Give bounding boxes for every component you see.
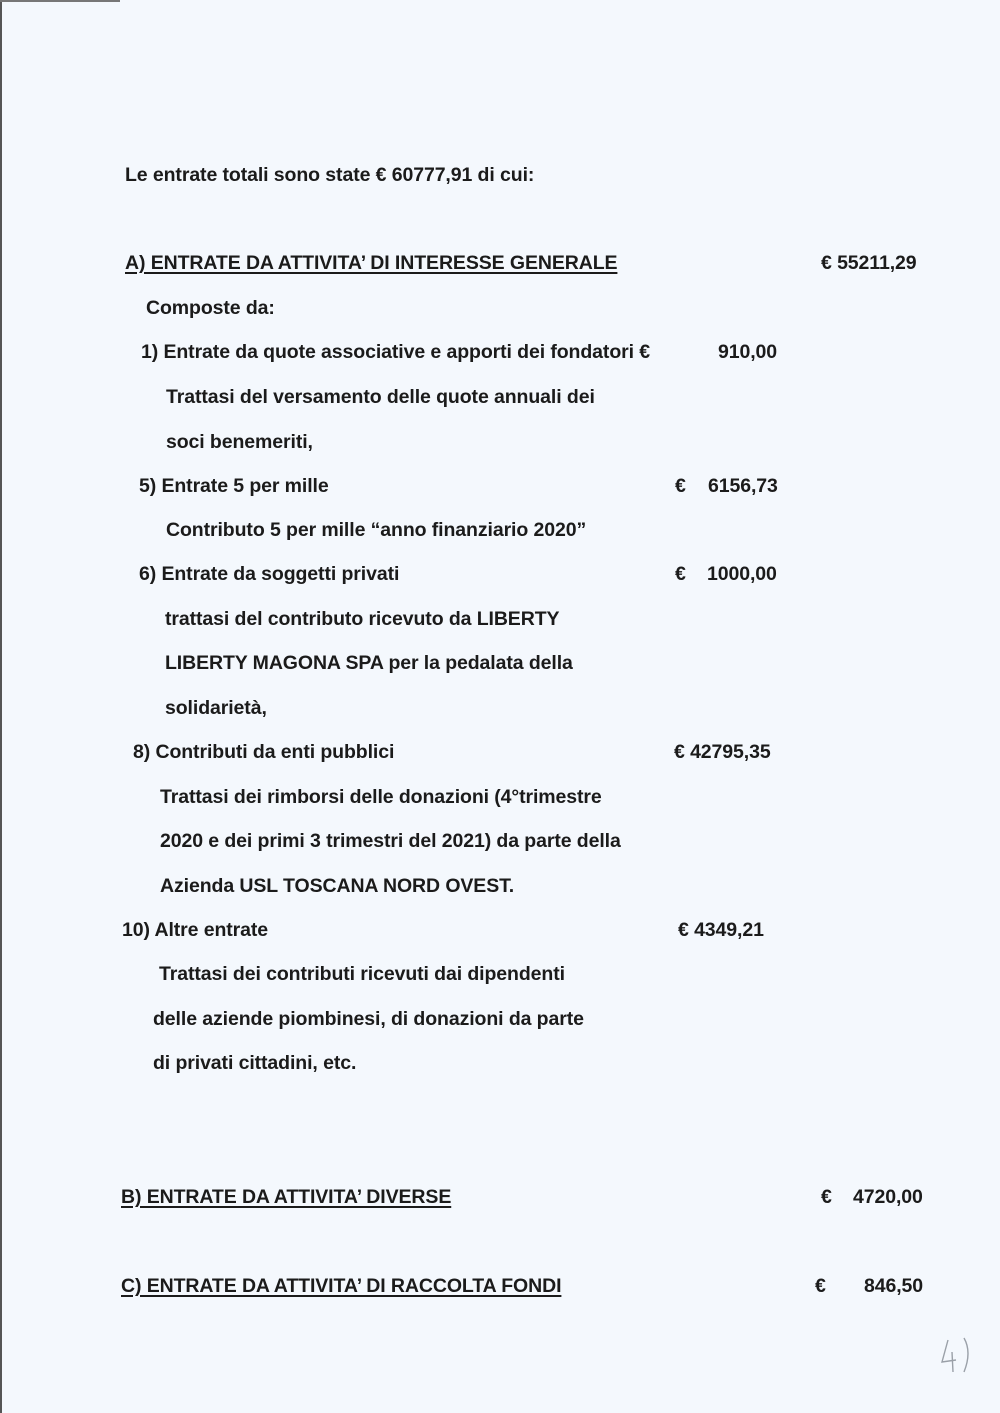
item-10-desc-line: Trattasi dei contributi ricevuti dai dipendenti	[159, 963, 565, 985]
item-6-label: 6) Entrate da soggetti privati	[139, 563, 400, 585]
item-5-desc-line: Contributo 5 per mille “anno finanziario 2020”	[166, 519, 587, 541]
item-5-amount: 6156,73	[708, 475, 778, 497]
item-1-label: 1) Entrate da quote associative e apporti dei fondatori €	[141, 341, 650, 363]
section-c-currency: €	[815, 1275, 826, 1297]
section-a-amount: € 55211,29	[821, 252, 917, 274]
item-10-desc-line: di privati cittadini, etc.	[153, 1052, 357, 1074]
item-8-amount: € 42795,35	[674, 741, 771, 763]
intro-total: Le entrate totali sono state € 60777,91 di cui:	[125, 164, 535, 186]
page-number-text	[936, 1330, 937, 1331]
handwritten-page-number	[936, 1330, 976, 1380]
item-1-amount: 910,00	[718, 341, 778, 363]
section-b-currency: €	[821, 1186, 832, 1208]
item-6-desc-line: solidarietà,	[165, 697, 267, 719]
item-1-desc-line: soci benemeriti,	[166, 431, 313, 453]
item-6-currency: €	[675, 563, 686, 585]
scan-edge-top	[0, 0, 120, 2]
item-8-label: 8) Contributi da enti pubblici	[133, 741, 395, 763]
item-6-amount: 1000,00	[707, 563, 777, 585]
section-c-title: C) ENTRATE DA ATTIVITA’ DI RACCOLTA FONDI	[121, 1275, 562, 1297]
item-5-currency: €	[675, 475, 686, 497]
scan-edge-left	[0, 0, 2, 1413]
item-10-label: 10) Altre entrate	[122, 919, 269, 941]
item-8-desc-line: 2020 e dei primi 3 trimestri del 2021) da parte della	[160, 830, 621, 852]
item-6-desc-line: trattasi del contributo ricevuto da LIBERTY	[165, 608, 560, 630]
item-8-desc-line: Azienda USL TOSCANA NORD OVEST.	[160, 875, 515, 897]
section-c-amount: 846,50	[864, 1275, 924, 1297]
section-b-amount: 4720,00	[853, 1186, 923, 1208]
item-5-label: 5) Entrate 5 per mille	[139, 475, 329, 497]
item-10-amount: € 4349,21	[678, 919, 764, 941]
section-a-title: A) ENTRATE DA ATTIVITA’ DI INTERESSE GENERALE	[125, 252, 618, 274]
item-10-desc-line: delle aziende piombinesi, di donazioni da parte	[153, 1008, 584, 1030]
page-number-mark	[936, 1330, 976, 1380]
section-b-title: B) ENTRATE DA ATTIVITA’ DIVERSE	[121, 1186, 452, 1208]
item-1-desc-line: Trattasi del versamento delle quote annuali dei	[166, 386, 595, 408]
item-6-desc-line: LIBERTY MAGONA SPA per la pedalata della	[165, 652, 573, 674]
section-a-composed-by: Composte da:	[146, 297, 275, 319]
item-8-desc-line: Trattasi dei rimborsi delle donazioni (4°trimestre	[160, 786, 602, 808]
